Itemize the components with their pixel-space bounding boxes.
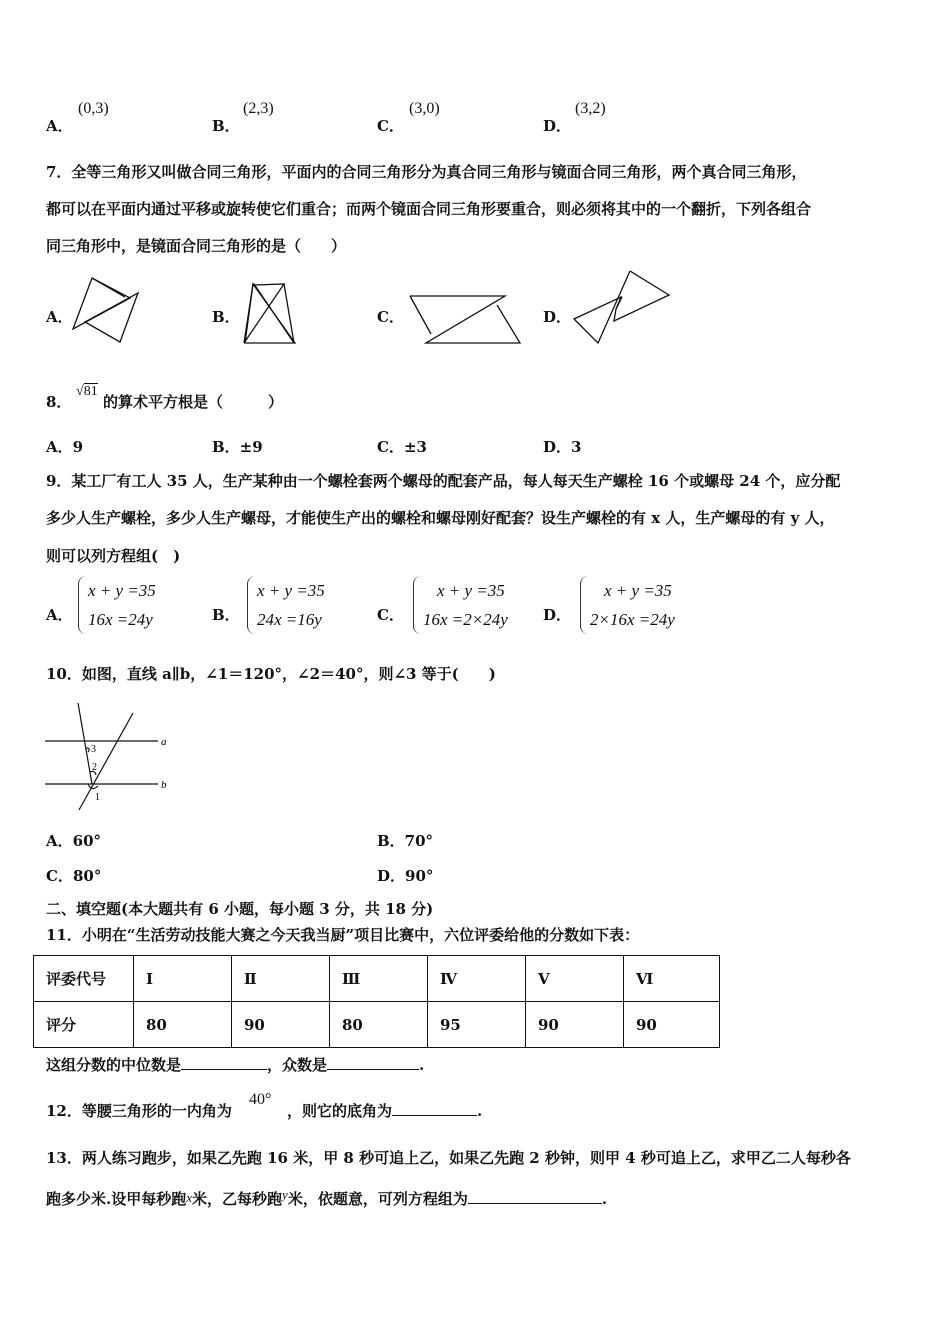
label-angle-3: 3 — [91, 744, 96, 755]
q7-line-1: 7．全等三角形又叫做合同三角形，平面内的合同三角形分为真合同三角形与镜面合同三角形，两个真合同三角形， — [46, 163, 807, 181]
table-cell: 90 — [526, 1002, 624, 1048]
option-value: (0,3) — [78, 100, 109, 117]
base-angle-blank[interactable] — [392, 1101, 477, 1116]
q11-answer-line — [46, 1055, 424, 1075]
q7-line-2: 都可以在平面内通过平移或旋转使它们重合；而两个镜面合同三角形要重合，则必须将其中的一个翻折，下列各组合 — [46, 200, 812, 218]
equation-2: 24x =16y — [257, 610, 322, 629]
equation-1: x + y =35 — [604, 581, 672, 600]
q10-option-b: B．70° — [377, 832, 434, 850]
q9-option-b-system — [247, 576, 325, 634]
q7-option-b-label: B． — [212, 308, 240, 326]
option-label: D． — [543, 117, 572, 135]
q11-median-text: 这组分数的中位数是 — [46, 1056, 182, 1074]
option-label: C． — [377, 117, 404, 135]
var-y: y — [282, 1187, 288, 1202]
table-cell: 80 — [134, 1002, 232, 1048]
q8-option-a: A．9 — [46, 438, 84, 456]
table-row — [34, 1002, 720, 1048]
figure-b-lines — [244, 284, 253, 343]
q9-option-d-system — [580, 576, 675, 634]
radicand: 81 — [83, 384, 98, 399]
table-cell: Ⅰ — [134, 956, 232, 1002]
table-cell: 95 — [428, 1002, 526, 1048]
table-cell: Ⅵ — [624, 956, 720, 1002]
label-angle-1: 1 — [95, 792, 100, 803]
q8-text: 的算术平方根是（ ） — [103, 393, 284, 411]
transversal-2 — [79, 713, 133, 810]
q8-radical: √81 — [76, 384, 98, 399]
table-cell: 评委代号 — [34, 956, 134, 1002]
q12-answer-line — [287, 1101, 482, 1121]
q11-mode-text: ，众数是 — [267, 1056, 328, 1074]
var-x: x — [186, 1190, 193, 1205]
label-a: a — [161, 736, 167, 748]
q8-option-d: D．3 — [543, 438, 582, 456]
q7-option-d-label: D． — [543, 308, 572, 326]
period: . — [601, 1190, 608, 1208]
q9-option-c-system — [413, 576, 508, 634]
equation-2: 16x =24y — [88, 610, 153, 629]
option-value: (2,3) — [243, 100, 274, 117]
q13-line-2 — [46, 1185, 607, 1209]
q11-text: 11．小明在“生活劳动技能大赛之今天我当厨”项目比赛中，六位评委给他的分数如下表： — [46, 926, 640, 944]
period: . — [419, 1056, 425, 1074]
q9-option-a-label: A． — [46, 606, 73, 624]
q12-angle-value: 40° — [249, 1091, 272, 1108]
equation-1: x + y =35 — [88, 581, 156, 600]
q7-line-3: 同三角形中，是镜面合同三角形的是（ ） — [46, 237, 347, 255]
q9-line-2: 多少人生产螺栓，多少人生产螺母，才能使生产出的螺栓和螺母刚好配套？设生产螺栓的有 x 人，生产螺母的有 y 人， — [46, 509, 835, 527]
transversal-1 — [78, 703, 92, 784]
q10-option-a: A．60° — [46, 832, 102, 850]
mode-blank[interactable] — [327, 1055, 419, 1070]
q13-text-a: 跑多少米.设甲每秒跑 — [46, 1190, 187, 1208]
section-heading: 二、填空题(本大题共有 6 小题，每小题 3 分，共 18 分) — [46, 900, 434, 918]
q9-option-b-label: B． — [212, 606, 240, 624]
equation-2: 2×16x =24y — [590, 610, 675, 629]
table-cell: 80 — [330, 1002, 428, 1048]
option-label: B． — [212, 117, 240, 135]
label-b: b — [161, 779, 167, 791]
option-value: (3,0) — [409, 100, 440, 117]
q12-text-2: ，则它的底角为 — [287, 1102, 393, 1120]
table-cell: Ⅴ — [526, 956, 624, 1002]
table-header-row — [34, 956, 720, 1002]
period: . — [477, 1102, 483, 1120]
q8-option-c: C．±3 — [377, 438, 427, 456]
equation-1: x + y =35 — [257, 581, 325, 600]
q10-option-d: D．90° — [377, 867, 434, 885]
table-cell: Ⅳ — [428, 956, 526, 1002]
q9-option-c-label: C． — [377, 606, 404, 624]
q8-option-b: B．±9 — [212, 438, 263, 456]
table-cell: Ⅱ — [232, 956, 330, 1002]
table-cell: 评分 — [34, 1002, 134, 1048]
option-label: A． — [46, 117, 73, 135]
table-cell: 90 — [232, 1002, 330, 1048]
q10-parallel-lines-figure — [0, 0, 200, 820]
label-angle-2: 2 — [92, 762, 97, 773]
q13-text-b: 米，乙每秒跑 — [192, 1190, 283, 1208]
option-value: (3,2) — [575, 100, 606, 117]
q10-option-c: C．80° — [46, 867, 102, 885]
q10-text: 10．如图，直线 a∥b，∠1＝120°，∠2＝40°，则∠3 等于( ) — [46, 665, 496, 683]
table-cell: 90 — [624, 1002, 720, 1048]
q7-option-c-label: C． — [377, 308, 404, 326]
q7-option-a-label: A． — [46, 308, 73, 326]
table-cell: Ⅲ — [330, 956, 428, 1002]
q13-text-c: 米，依题意，可列方程组为 — [287, 1190, 468, 1208]
equation-2: 16x =2×24y — [423, 610, 508, 629]
q13-line-1: 13．两人练习跑步，如果乙先跑 16 米，甲 8 秒可追上乙，如果乙先跑 2 秒钟，则甲 4 秒可追上乙，求甲乙二人每秒各 — [46, 1149, 851, 1167]
q12-text-1: 12．等腰三角形的一内角为 — [46, 1102, 232, 1120]
q9-line-1: 9．某工厂有工人 35 人，生产某种由一个螺栓套两个螺母的配套产品，每人每天生产螺栓 16 个或螺母 24 个，应分配 — [46, 472, 841, 490]
figure-c-lines — [410, 296, 520, 343]
median-blank[interactable] — [181, 1055, 267, 1070]
q8-number: 8． — [46, 393, 72, 411]
q9-option-d-label: D． — [543, 606, 572, 624]
equation-1: x + y =35 — [437, 581, 505, 600]
equation-system-blank[interactable] — [468, 1189, 602, 1204]
q9-line-3: 则可以列方程组( ) — [46, 547, 181, 565]
figure-d-lines — [574, 271, 669, 343]
q11-score-table — [33, 955, 720, 1048]
